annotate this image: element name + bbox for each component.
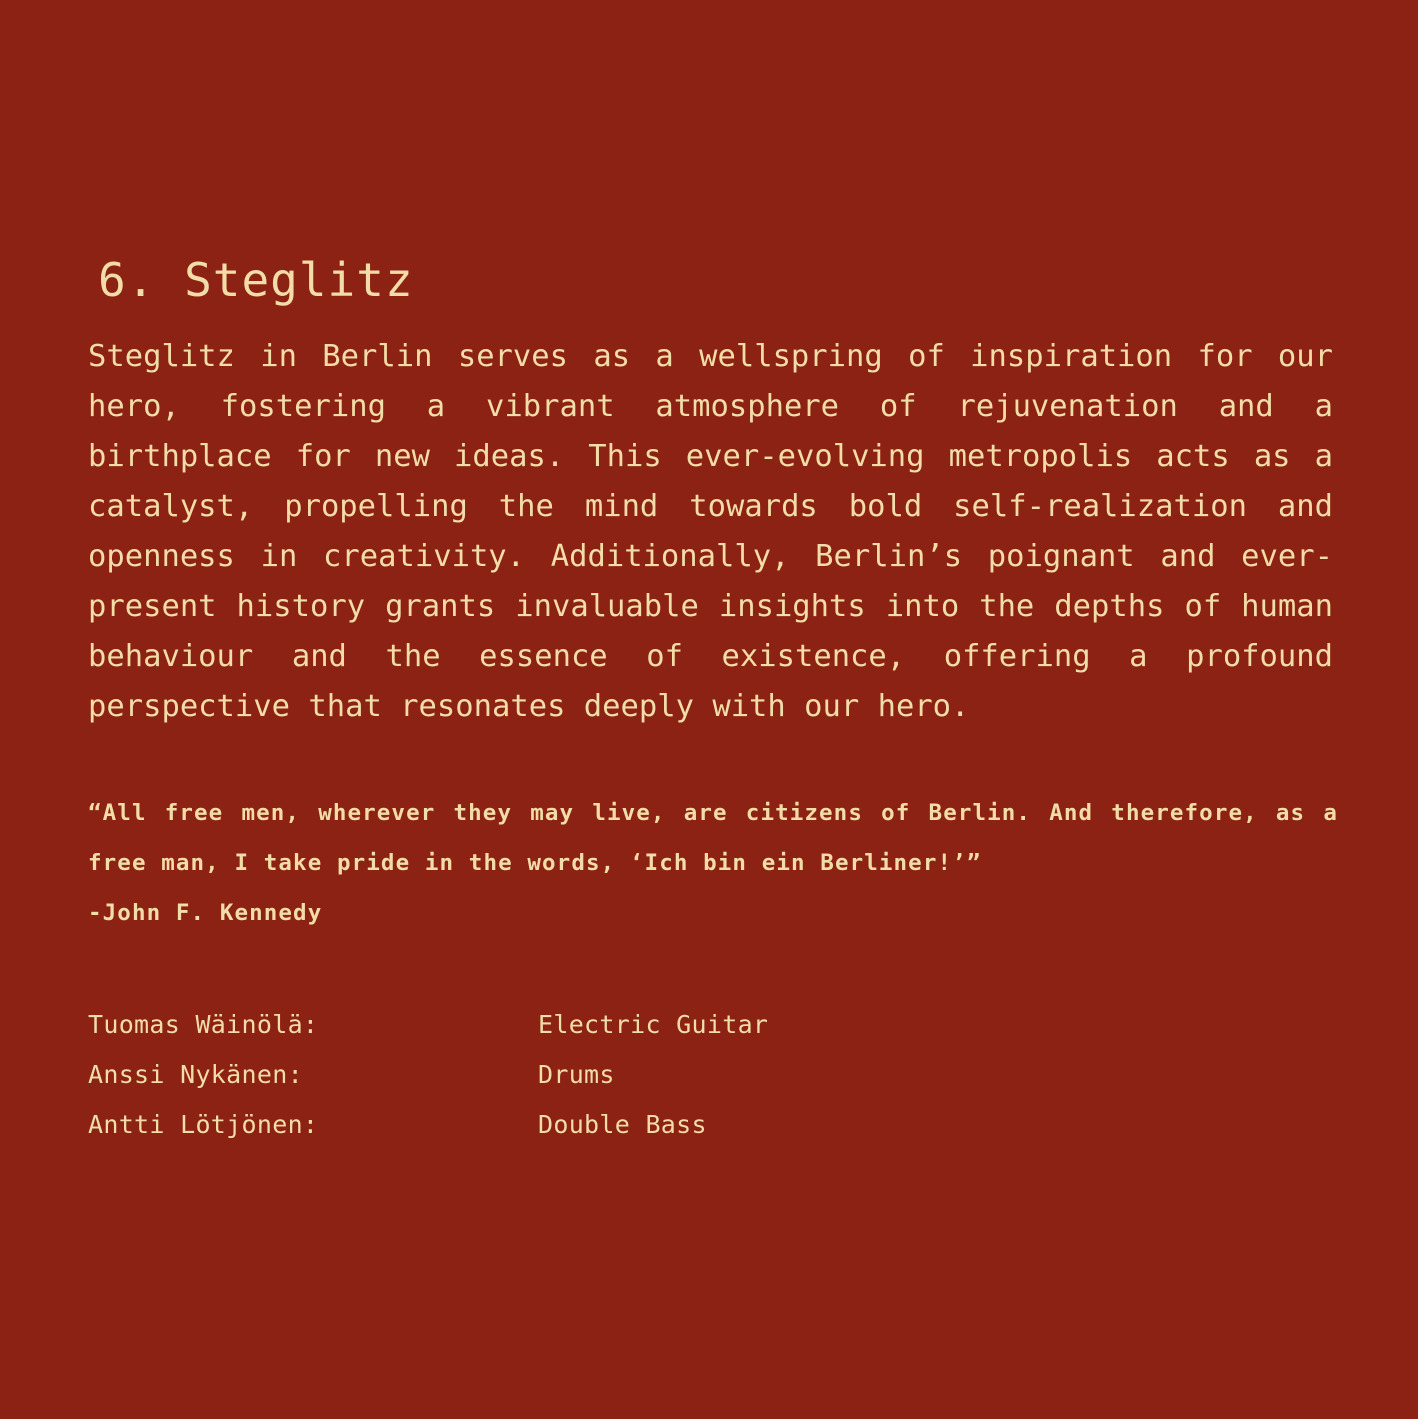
credit-name: Tuomas Wäinölä: xyxy=(88,1009,319,1039)
credit-name: Anssi Nykänen: xyxy=(88,1059,303,1089)
credit-role: Double Bass xyxy=(538,1109,707,1139)
credit-name: Antti Lötjönen: xyxy=(88,1109,319,1139)
list-item xyxy=(88,1050,1330,1100)
credits-list xyxy=(88,1000,1330,1150)
quote-attribution: -John F. Kennedy xyxy=(88,899,323,926)
credit-role: Drums xyxy=(538,1059,615,1089)
quote-text: “All free men, wherever they may live, are citizens of Berlin. And therefore, as a free man, I take pride in the words, ‘Ich bin ein Berliner!’” xyxy=(88,799,1338,876)
list-item xyxy=(88,1100,1330,1150)
page-title: 6. Steglitz xyxy=(98,253,414,307)
body-paragraph: Steglitz in Berlin serves as a wellspring of inspiration for our hero, fostering a vibrant atmosphere of rejuvenation and a birthplace for new ideas. This ever-evolving metropolis acts as a catalyst, propelling the mind towards bold self-realization and openness in creativity. Additionally, Berlin’s poignant and ever-present history grants invaluable insights into the depths of human behaviour and the essence of existence, offering a profound perspective that resonates deeply with our hero. xyxy=(88,338,1333,724)
list-item xyxy=(88,1000,1330,1050)
quote-block xyxy=(88,788,1338,938)
credit-role: Electric Guitar xyxy=(538,1009,769,1039)
